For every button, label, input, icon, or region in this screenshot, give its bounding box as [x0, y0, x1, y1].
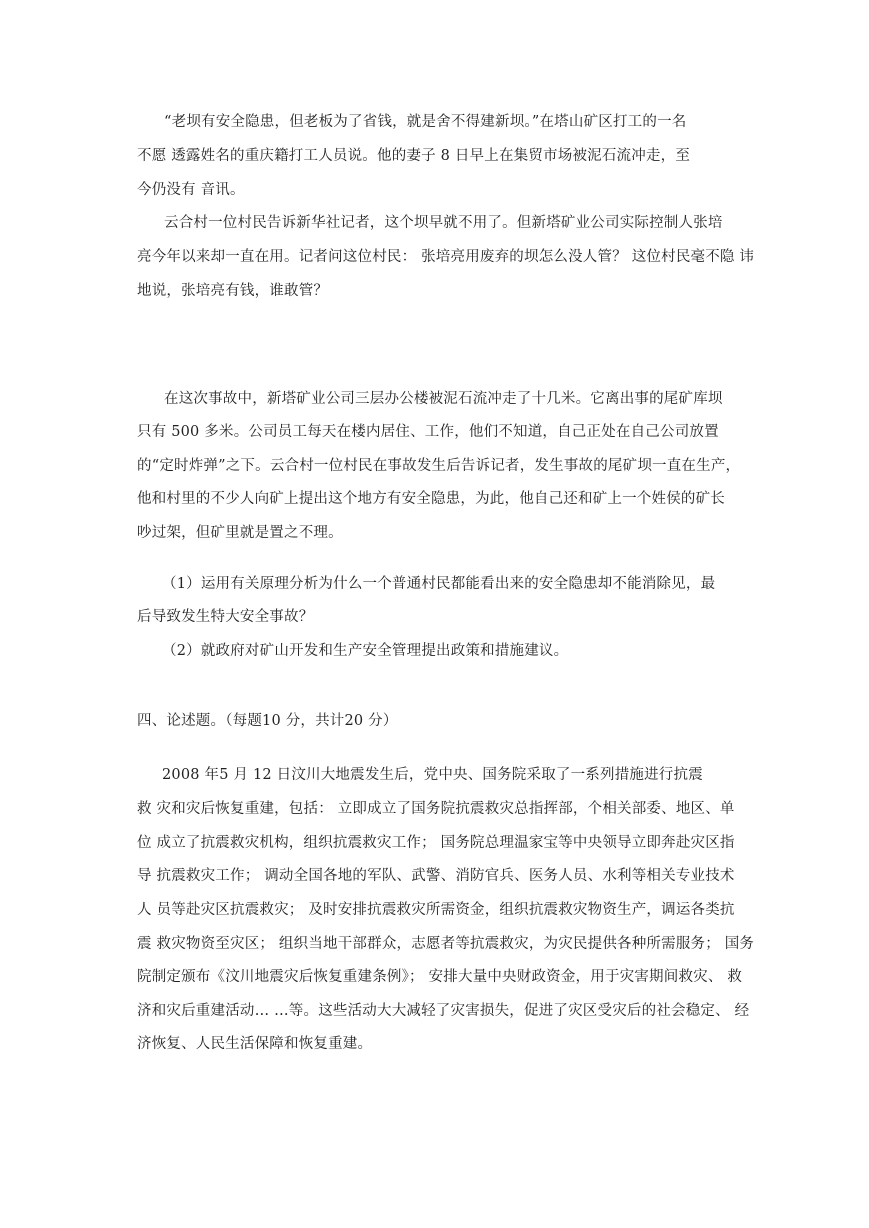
paragraph-line: 济恢复、人民生活保障和恢复重建。	[137, 1036, 373, 1052]
paragraph-line: 亮今年以来却一直在用。记者问这位村民： 张培亮用废弃的坝怎么没人管？ 这位村民毫不隐 讳	[137, 249, 755, 265]
paragraph-line: 只有 500 多米。公司员工每天在楼内居住、工作，他们不知道，自己正处在自己公司放置	[137, 424, 719, 440]
paragraph-line: 院制定颁布《汶川地震灾后恢复重建条例》； 安排大量中央财政资金，用于灾害期间救灾、 救	[137, 969, 743, 985]
paragraph-line: 今仍没有 音讯。	[137, 182, 245, 198]
paragraph-line: 救 灾和灾后恢复重建，包括： 立即成立了国务院抗震救灾总指挥部，个相关部委、地区、单	[137, 801, 735, 817]
paragraph-line: 位 成立了抗震救灾机构，组织抗震救灾工作； 国务院总理温家宝等中央领导立即奔赴灾区指	[137, 835, 735, 851]
paragraph-line: 济和灾后重建活动… …等。这些活动大大减轻了灾害损失，促进了灾区受灾后的社会稳定、 经	[137, 1003, 750, 1019]
paragraph-line: 他和村里的不少人向矿上提出这个地方有安全隐患，为此，他自己还和矿上一个姓侯的矿长	[137, 491, 725, 507]
paragraph-line: 在这次事故中，新塔矿业公司三层办公楼被泥石流冲走了十几米。它离出事的尾矿库坝	[164, 391, 723, 407]
paragraph-line: 人 员等赴灾区抗震救灾； 及时安排抗震救灾所需资金，组织抗震救灾物资生产，调运各类抗	[137, 902, 735, 918]
paragraph-line: 的“定时炸弹”之下。云合村一位村民在事故发生后告诉记者，发生事故的尾矿坝一直在生产，	[137, 458, 741, 474]
question-line: （2）就政府对矿山开发和生产安全管理提出政策和措施建议。	[162, 643, 569, 659]
paragraph-line: 震 救灾物资至灾区； 组织当地干部群众，志愿者等抗震救灾，为灾民提供各种所需服务； 国务	[137, 936, 755, 952]
paragraph-line: 2008 年5 月 12 日汶川大地震发生后，党中央、国务院采取了一系列措施进行抗震	[162, 767, 703, 783]
paragraph-line: “老坝有安全隐患，但老板为了省钱，就是舍不得建新坝。”在塔山矿区打工的一名	[164, 114, 687, 130]
paragraph-line: 地说，张培亮有钱，谁敢管？	[137, 283, 329, 299]
paragraph-line: 云合村一位村民告诉新华社记者，这个坝早就不用了。但新塔矿业公司实际控制人张培	[164, 215, 723, 231]
paragraph-line: 导 抗震救灾工作； 调动全国各地的军队、武警、消防官兵、医务人员、水利等相关专业技术	[137, 868, 735, 884]
question-line: 后导致发生特大安全事故？	[137, 609, 314, 625]
paragraph-line: 不愿 透露姓名的重庆籍打工人员说。他的妻子 8 日早上在集贸市场被泥石流冲走，至	[137, 148, 691, 164]
paragraph-line: 吵过架，但矿里就是置之不理。	[137, 525, 343, 541]
question-line: （1）运用有关原理分析为什么一个普通村民都能看出来的安全隐患却不能消除见，最	[162, 576, 716, 592]
section-heading: 四、论述题。（每题10 分，共计20 分）	[137, 713, 398, 729]
